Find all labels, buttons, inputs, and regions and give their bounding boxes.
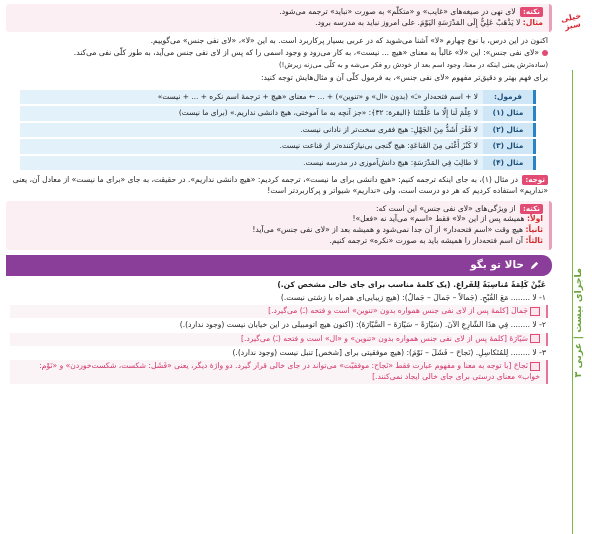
answer-icon [530,307,540,316]
intro-paragraph-2 [6,47,552,60]
formula-text: لا + اسم فتحه‌دار «ـَ» (بدون «ال» و «تنوین») + ... ← معنای «هیچ + ترجمهٔ اسم نکره + ... + نیست» [20,90,483,105]
example-row [20,106,536,121]
question: ۲- لا ........ فِي هذَا الشّارِعِ الآنَ. (سَيّارَةً – سَيّارَةَ – السَّيّارَةَ): (اکنون هیچ اتومبیلی در این خیابان نیست (وجود ندارد).) [179,320,546,330]
answer-text: سَيّارَةَ [کلمهٔ پس از لای نفی جنس همواره بدون «تنوین» و «ال» است و فتحه (ـَ) می‌گیرد.] [241,333,528,343]
example-text: لا طالِبَ فِي المَدْرَسَةِ: هیچ دانش‌آموزی در مدرسه نیست. [20,156,483,171]
sidebar-book-title: ماجرای بیست | عربی ۳ [573,268,584,378]
answer-icon [530,334,540,343]
note-box-2 [6,201,552,250]
note-2-item [10,236,543,247]
warning-tag: توجه: [522,175,548,185]
example-label: مثال (۳) [483,139,536,154]
item-text: هیچ وقت «اسم فتحه‌دار» از آن جدا نمی‌شود و همیشه بعد از «لای نفی جنس» می‌آید! [252,225,524,235]
note-tag: نکته: [520,7,543,17]
page-content [6,0,552,534]
intro-paragraph-2b: (ساده‌ترش یعنی اینکه در معنا، وجود اسم بعد از خودش رو فکر می‌شه و به کلّی می‌زنه زیرش!) [278,61,548,70]
note-1-text: لای نهی در صیغه‌های «غایب» و «متکلّم» به صورت «نباید» ترجمه می‌شود. [279,7,516,16]
logo-text: خیلی سبز [560,10,582,32]
formula-row [20,90,536,105]
example-row [20,123,536,138]
example-row [20,139,536,154]
example-row [20,156,536,171]
answer-text: جَمالَ [کلمهٔ پس از لای نفی جنس همواره بدون «تنوین» است و فتحه (ـَ) می‌گیرد.] [268,306,528,316]
example-text: لا عِلْمَ لَنا إِلّا ما عَلَّمْتَنا ﴿البقرة: ۳۲﴾: «جز آنچه به ما آموختی، هیچ دانشی نداریم.» (برای ما نیست) [20,106,483,121]
item-number: ثالثاً: [525,236,543,246]
item-text: همیشه پس از این «لا» فقط «اسم» می‌آید نه «فعل»! [352,214,525,224]
example-label: مثال (۱) [483,106,536,121]
bullet-icon [542,50,548,56]
note-1-example-text: لا يَذْهَبْ عَلِيٌّ إِلَى المَدْرَسَةِ اليَوْمَ. علی امروز نباید به مدرسه برود. [315,17,521,27]
intro-p2-text: «لای نفی جنس»: این «لا» غالباً به معنای «هیچ ... نیست»، به کار می‌رود و وجود اسمی را که پس از لای نفی جنس می‌آید، به طور کلّی نفی می‌کند. [73,48,539,58]
note-tag: نکته: [520,204,543,214]
example-label: مثال (۲) [483,123,536,138]
item-number: اولاً: [526,214,543,224]
note-2-head [10,204,543,215]
intro-paragraph-3: برای فهم بهتر و دقیق‌تر مفهوم «لای نفی جنس»، به فرمول کلّی آن و مثال‌هایش توجه کنید: [260,72,548,82]
answer [10,333,548,346]
example-text: لا كَنْزَ أَغْنَى مِنَ القَناعَةِ: هیچ گنجی بی‌نیازکننده‌تر از قناعت نیست. [20,139,483,154]
page-sidebar [552,0,592,534]
item-number: ثانیاً: [525,225,543,235]
question: ۳- لا ........ لِلمُتَكاسِلِ. (نَجاحَ – فَشَلَ – نَوْمَ): (هیچ موفقیتی برای [شخص] تنبل نیست (وجود ندارد).) [232,347,546,357]
note-box-1 [6,4,552,32]
warning-text: در مثال (۱)، به جای اینکه ترجمه کنیم: «هیچ دانشی برای ما نیست»، ترجمه کردیم: «هیچ دانشی نداریم». در حقیقت، به جای «برای ما نیست» از معادل آن، یعنی «نداریم» استفاده کردیم که هر دو درست است، ولی «نداریم» شیواتر و پرکاربردتر است! [12,175,548,195]
answer [10,360,548,384]
brand-logo [554,4,590,40]
intro-paragraph-1: اکنون در این درس، با نوع چهارم «لا» آشنا می‌شوید که در عربی بسیار پرکاربرد است. به این «لا»، «لای نفی جنس» می‌گوییم. [150,35,548,45]
note-2-item [10,225,543,236]
question: ۱- لا ........ مَعَ القُبْحِ. (جَمالاً – جَمالَ – جَمالٌ): (هیچ زیبایی‌ای همراه با زشتی نیست.) [280,292,546,302]
note-1-line [10,7,543,18]
answer-text: نَجاحَ [با توجه به معنا و مفهوم عبارت فقط «نَجاح: موفقیّت» می‌تواند در جای خالی قرار گیرد. دو واژهٔ دیگر، یعنی «فَشَل: شکست، شکست‌خوردن» و «نَوْم: خواب» معنای درستی برای جای خالی ایجاد نمی‌کنند.] [39,361,540,382]
answer-icon [530,362,540,371]
answer [10,305,548,318]
exercise-title: حالا تو بگو [470,258,524,271]
example-text: لا فَقْرَ أَشَدُّ مِنَ الجَهْلِ: هیچ فقری سخت‌تر از نادانی نیست. [20,123,483,138]
formula-table [20,88,536,173]
note-2-item [10,214,543,225]
example-label: مثال (۴) [483,156,536,171]
note-2-head-text: از ویژگی‌های «لای نفی جنس» این است که: [375,203,516,213]
note-1-example [10,18,543,29]
formula-label: فرمول: [483,90,536,105]
warning-paragraph [6,174,552,198]
pencil-icon [529,260,540,271]
exercise-instruction: عَيِّنْ كَلِمَةً مُناسِبَةً لِلفَراغِ. (یک کلمهٔ مناسب برای جای خالی مشخص کن.) [277,279,546,289]
example-tag: مثال: [522,17,543,27]
item-text: آن اسم فتحه‌دار را همیشه باید به صورت «نکره» ترجمه کنیم. [329,236,524,246]
exercise-title-bar [6,255,552,276]
